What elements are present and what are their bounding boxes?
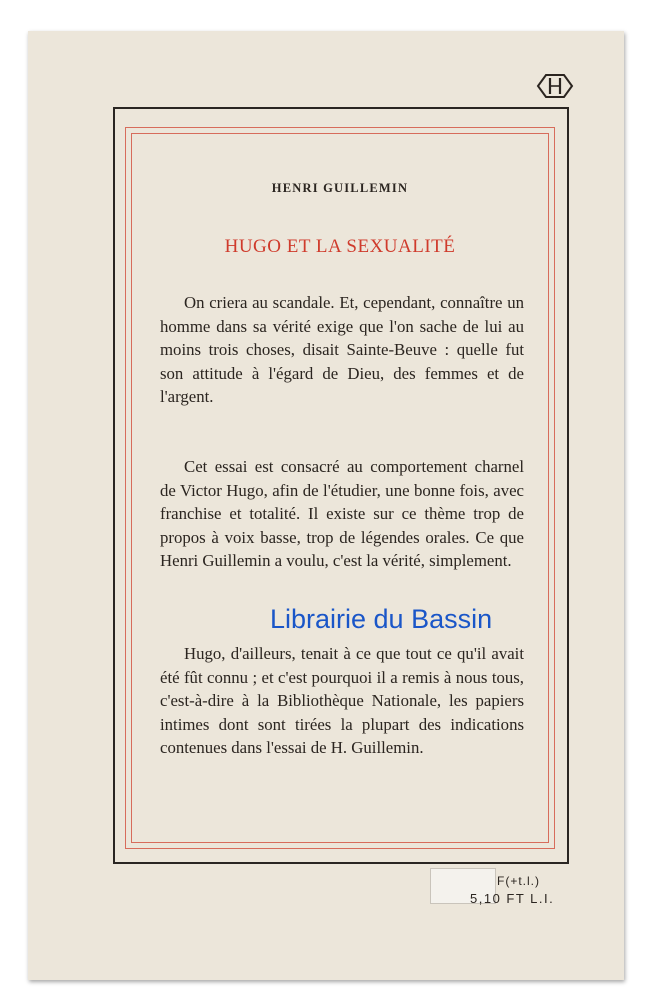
author-name: HENRI GUILLEMIN	[271, 181, 409, 195]
seller-watermark: Librairie du Bassin	[270, 604, 493, 634]
blurb-paragraph-2: Cet essai est consacré au comportement charnel de Victor Hugo, afin de l'étudier, une bonne fois, avec franchise et totalité. Il existe sur ce thème trop de propos à voix basse, trop de légendes orales. Ce que Henri Guillemin a voulu, c'est la vérité, simplement.	[160, 457, 524, 571]
price-code-bottom: 5,10 FT L.I.	[470, 891, 555, 906]
blurb-paragraph-1: On criera au scandale. Et, cependant, connaître un homme dans sa vérité exige que l'on sache de lui au moins trois choses, disait Sainte-Beuve : quelle fut son attitude à l'égard de Dieu, des femmes et de l'argent.	[160, 293, 524, 407]
price-code-top: F(+t.l.)	[497, 874, 540, 888]
publisher-logo-icon	[536, 72, 574, 100]
blurb-paragraph-3: Hugo, d'ailleurs, tenait à ce que tout ce qu'il avait été fût connu ; et c'est pourquoi il a remis à nous tous, c'est-à-dire à la Bibliothèque Nationale, les papiers intimes dont sont tirées la plupart des indications contenues dans l'essai de H. Guillemin.	[160, 644, 524, 758]
book-title: HUGO ET LA SEXUALITÉ	[224, 236, 456, 257]
